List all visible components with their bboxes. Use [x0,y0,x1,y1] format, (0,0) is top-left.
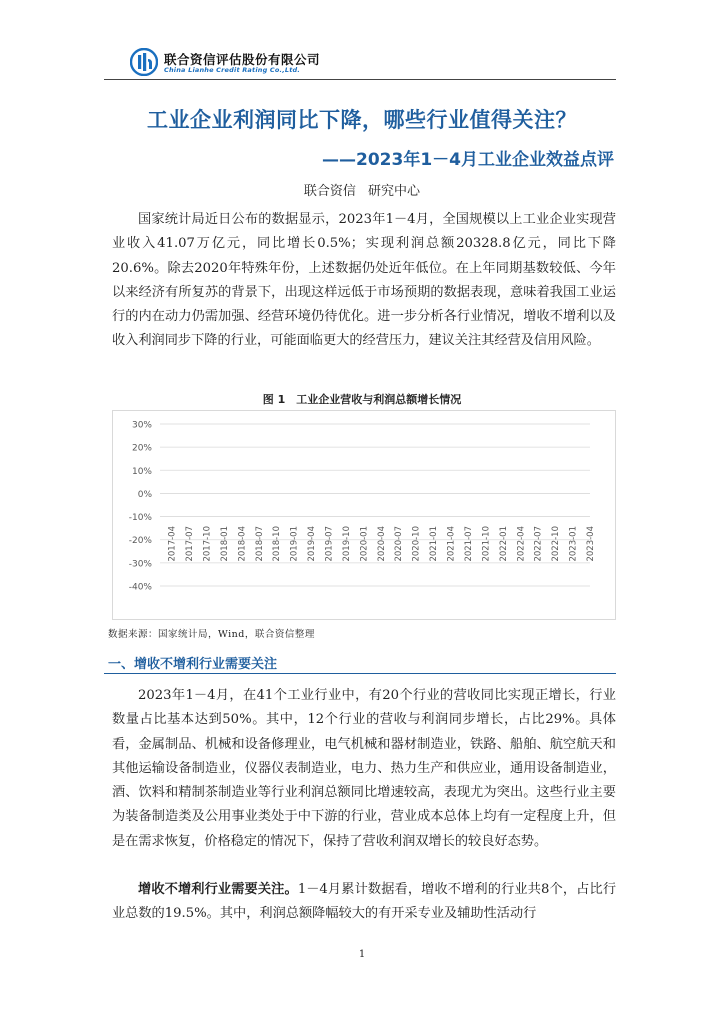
y-tick-label: -40% [128,582,152,593]
x-tick-label: 2020-07 [394,526,405,562]
page-subtitle: ——2023年1－4月工业企业效益点评 [322,150,614,170]
figure-title: 图 1 工业企业营收与利润总额增长情况 [262,393,462,406]
x-tick-label: 2017-07 [185,526,196,562]
section-divider [104,673,616,674]
section1-paragraph-2 [112,878,616,927]
x-tick-label: 2017-04 [167,526,178,562]
x-tick-label: 2019-01 [289,526,300,562]
x-tick-label: 2022-10 [551,526,562,562]
header-divider [104,79,616,80]
x-tick-label: 2019-04 [307,526,318,562]
x-tick-label: 2019-10 [341,526,352,562]
x-tick-label: 2020-01 [359,526,370,562]
section1-bold-lead: 增收不增利行业需要关注。 [138,882,298,897]
x-tick-label: 2019-07 [324,526,335,562]
x-tick-label: 2018-10 [272,526,283,562]
intro-paragraph [112,208,616,354]
x-tick-label: 2022-07 [533,526,544,562]
y-tick-label: 20% [131,443,152,454]
company-name-cn: 联合资信评估股份有限公司 [164,52,321,67]
x-tick-label: 2018-01 [219,526,230,562]
section1-text-2 [112,878,616,927]
intro-text: 国家统计局近日公布的数据显示，2023年1－4月，全国规模以上工业企业实现营业收入41.07万亿元，同比增长0.5%；实现利润总额20328.8亿元，同比下降20.6%。除去2020年特殊年份，上述数据仍处近年低位。在上年同期基数较低、今年以来经济有所复苏的背景下，出现这样远低于市场预期的数据表现，意味着我国工业运行的内在动力仍需加强、经营环境仍待优化。进一步分析各行业情况，增收不增利以及收入利润同步下降的行业，可能面临更大的经营压力，建议关注其经营及信用风险。 [112,212,616,349]
y-tick-label: -30% [128,559,152,570]
letterhead [104,44,616,80]
section-heading: 一、增收不增利行业需要关注 [108,657,278,672]
y-tick-label: -10% [128,513,152,524]
revenue-profit-line-chart [112,410,616,620]
x-tick-label: 2020-04 [376,526,387,562]
y-tick-label: -20% [128,536,152,547]
x-tick-label: 2022-01 [498,526,509,562]
y-tick-label: 10% [131,466,152,477]
figure-source: 数据来源：国家统计局，Wind，联合资信整理 [108,629,315,640]
x-tick-label: 2017-10 [202,526,213,562]
section1-rest: 1－4月累计数据看，增收不增利的行业共8个，占比行业总数的19.5%。其中，利润总额降幅较大的有开采专业及辅助性活动行 [112,882,617,922]
x-tick-label: 2018-04 [237,526,248,562]
author-line: 联合资信 研究中心 [303,184,421,199]
section1-text-1: 2023年1－4月，在41个工业行业中，有20个行业的营收同比实现正增长，行业数量占比基本达到50%。其中，12个行业的营收与利润同步增长，占比29%。具体看，金属制品、机械和设备修理业，电气机械和器材制造业，铁路、船舶、航空航天和其他运输设备制造业，仪器仪表制造业，电力、热力生产和供应业，通用设备制造业，酒、饮料和精制茶制造业等行业利润总额同比增速较高，表现尤为突出。这些行业主要为装备制造类及公用事业类处于中下游的行业，营业成本总体上均有一定程度上升，但是在需求恢复，价格稳定的情况下，保持了营收利润双增长的较良好态势。 [112,688,616,849]
y-tick-label: 30% [131,420,152,431]
x-tick-label: 2018-07 [254,526,265,562]
company-name-en: China Lianhe Credit Rating Co.,Ltd. [164,66,301,74]
x-tick-label: 2023-01 [568,526,579,562]
x-tick-label: 2020-10 [411,526,422,562]
y-tick-label: 0% [137,489,152,500]
company-logo-icon [130,48,158,76]
x-tick-label: 2022-04 [516,526,527,562]
page-number: 1 [358,949,366,960]
page-title: 工业企业利润同比下降，哪些行业值得关注？ [147,108,577,132]
x-tick-label: 2023-04 [586,526,596,562]
x-tick-label: 2021-01 [429,526,440,562]
section1-paragraph-1 [112,684,616,854]
x-tick-label: 2021-07 [463,526,474,562]
x-tick-label: 2021-10 [481,526,492,562]
x-tick-label: 2021-04 [446,526,457,562]
